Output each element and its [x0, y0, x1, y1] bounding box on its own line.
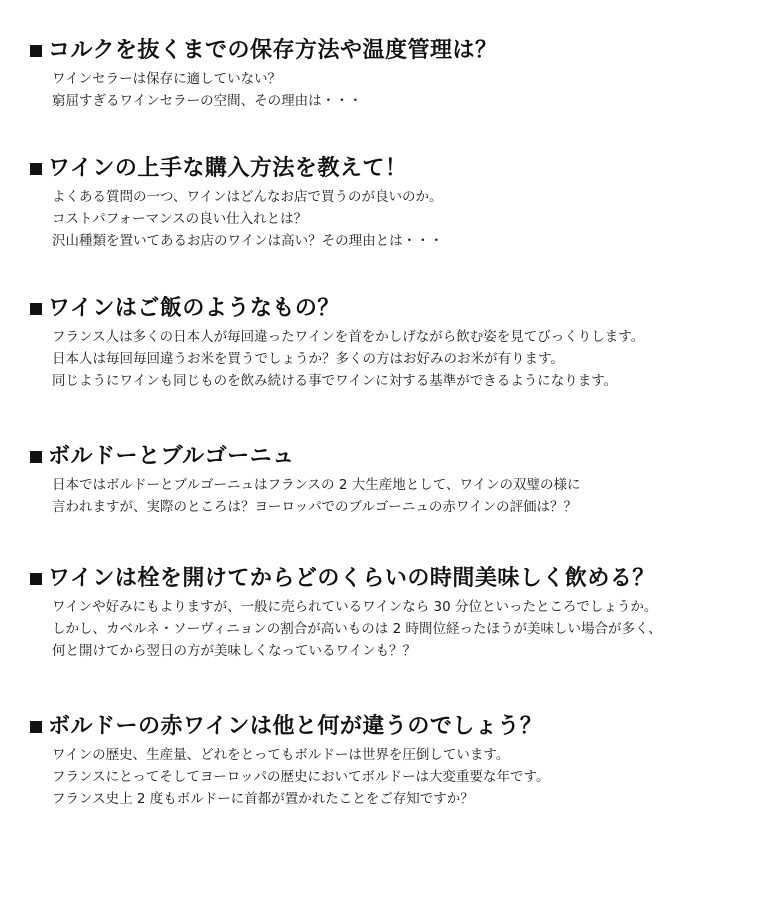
faq-heading [30, 154, 750, 184]
faq-body [52, 744, 750, 810]
faq-heading [30, 36, 750, 66]
faq-body [52, 186, 750, 252]
square-bullet-icon [30, 303, 42, 315]
faq-heading [30, 442, 750, 472]
faq-body-line: 日本人は毎回毎回違うお米を買うでしょうか？多くの方はお好みのお米が有ります。 [52, 351, 564, 367]
faq-section-opening-time [30, 564, 750, 662]
faq-body-line: 何と開けてから翌日の方が美味しくなっているワインも？？ [52, 643, 417, 659]
faq-body-line: フランス史上 2 度もボルドーに首都が置かれたことをご存知ですか？ [52, 791, 474, 807]
faq-body [52, 326, 750, 392]
square-bullet-icon [30, 45, 42, 57]
faq-heading [30, 294, 750, 324]
faq-body-line: ワインの歴史、生産量、どれをとってもボルドーは世界を圧倒しています。 [52, 747, 510, 763]
faq-section-bordeaux-red [30, 712, 750, 810]
faq-heading [30, 564, 750, 594]
square-bullet-icon [30, 573, 42, 585]
faq-body-line: 日本ではボルドーとブルゴーニュはフランスの 2 大生産地として、ワインの双璧の様に [52, 477, 581, 493]
faq-body [52, 474, 750, 518]
faq-section-bordeaux-bourgogne [30, 442, 750, 518]
faq-body-line: 同じようにワインも同じものを飲み続ける事でワインに対する基準ができるようになります。 [52, 373, 618, 389]
faq-body-line: 言われますが、実際のところは？ヨーロッパでのブルゴーニュの赤ワインの評価は？？ [52, 499, 578, 515]
faq-body-line: コストパフォーマンスの良い仕入れとは？ [52, 211, 308, 227]
faq-heading-text: ワインの上手な購入方法を教えて！ [48, 156, 408, 181]
faq-heading-text: ボルドーとブルゴーニュ [48, 444, 295, 469]
faq-body-line: フランス人は多くの日本人が毎回違ったワインを首をかしげながら飲む姿を見てびっくりします。 [52, 329, 645, 345]
faq-heading-text: ワインはご飯のようなもの？ [48, 296, 340, 321]
faq-body-line: ワインや好みにもよりますが、一般に売られているワインなら 30 分位といったところでしょうか。 [52, 599, 658, 615]
faq-heading-text: ワインは栓を開けてからどのくらいの時間美味しく飲める？ [48, 566, 655, 591]
faq-body-line: フランスにとってそしてヨーロッパの歴史においてボルドーは大変重要な年です。 [52, 769, 550, 785]
faq-section-storage [30, 36, 750, 112]
faq-body-line: 窮屈すぎるワインセラーの空間、その理由は・・・ [52, 93, 363, 109]
faq-heading-text: コルクを抜くまでの保存方法や温度管理は？ [48, 38, 498, 63]
faq-body [52, 596, 750, 662]
faq-body [52, 68, 750, 112]
faq-body-line: 沢山種類を置いてあるお店のワインは高い？その理由とは・・・ [52, 233, 444, 249]
faq-heading-text: ボルドーの赤ワインは他と何が違うのでしょう？ [48, 714, 543, 739]
faq-section-rice [30, 294, 750, 392]
square-bullet-icon [30, 163, 42, 175]
faq-heading [30, 712, 750, 742]
faq-section-purchase [30, 154, 750, 252]
square-bullet-icon [30, 721, 42, 733]
faq-body-line: しかし、カベルネ・ソーヴィニョンの割合が高いものは 2 時間位経ったほうが美味しい場合が多く、 [52, 621, 662, 637]
faq-body-line: よくある質問の一つ、ワインはどんなお店で買うのが良いのか。 [52, 189, 443, 205]
square-bullet-icon [30, 451, 42, 463]
faq-body-line: ワインセラーは保存に適していない？ [52, 71, 282, 87]
